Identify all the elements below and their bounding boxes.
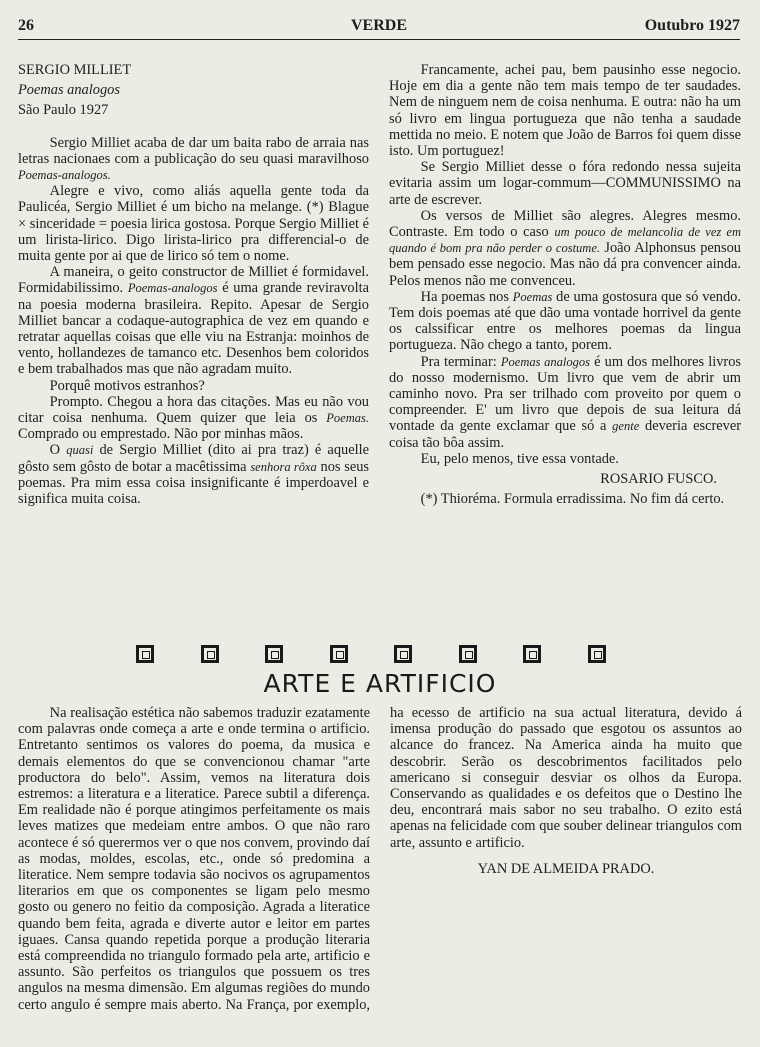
article-paragraph: Na realisação estética não sabemos traduzir ezatamente com palavras onde começa a arte e onde termina o artificio. Entretanto sentimos os valores do poema, da musica e demais elementos do que se convencionou chamar "arte productora do belo". Assim, vemos na literatura dois estremos: a literatura e a literatice. Parece subtil a diferença. Em realidade não é porque atingimos perfeitamente os mais leves matizes que medeiam entre ambos. O que não raro acontece é só querermos ver o que nos convem, provindo daí as modas, moldes, escolas, etc., onde só predomina a literatice. Nem sempre todavia são nocivos os agrupamentos literarios em que os componentes se ligam pelo mesmo gosto ou genero no feitio da composição. Agrada a literatice quando bem feita, agrada e diverte autor e leitor em partes iguaes. Cansa quando repetida porque a produção literaria está compreendida no triangulo formado pela arte, artificio e assunto. São perfeitos os triangulos que possuem os tres angulos na mesma dimensão. Em algumas regiões do mundo certo angulo é sempre mais aberto. Na França, por exemplo, ha ecesso de artificio na sua actual literatura, devido á imensa produção do passado que esgotou os assuntos ao alcance do francez. Na America ainda ha muito que descobrir. Serão os descobrimentos facilitados pelo americano si conseguir desviar os olhos da Europa. Conservando as qualidades e os defeitos que o Destino lhe deu, encontrará mais sabor no seu trabalho. O ezito está apenas na felicidade com que souber delinear triangulos com arte, assunto e artificio. xyxy=(18,705,742,1013)
article-title: ARTE E ARTIFICIO xyxy=(263,669,497,698)
review-book-title: Poemas analogos xyxy=(18,82,120,99)
ornament-row xyxy=(136,645,606,667)
article-body xyxy=(18,705,742,1023)
square-ornament-icon xyxy=(459,645,477,663)
page-number: 26 xyxy=(18,17,34,34)
review-paragraph: Sergio Milliet acaba de dar um baita rabo de arraia nas letras nacionaes com a publicação do seu quasi maravilhoso Poemas-analogos. xyxy=(18,134,369,183)
review-column-right xyxy=(389,62,741,507)
article-signature: YAN DE ALMEIDA PRADO. xyxy=(477,860,655,877)
square-ornament-icon xyxy=(394,645,412,663)
review-column-left xyxy=(18,62,369,507)
journal-title: VERDE xyxy=(350,17,407,34)
square-ornament-icon xyxy=(330,645,348,663)
review-paragraph: Pra terminar: Poemas analogos é um dos melhores livros do nosso modernismo. Um livro que vem de abrir um caminho novo. Pra ser trilhado com proveito por quem o compreender. E' um livro que depois de sua leitura dá vontade da gente exclamar que só a gente deveria escrever coisa tão bôa assim. xyxy=(389,353,742,451)
square-ornament-icon xyxy=(265,645,283,663)
review-paragraph: O quasi de Sergio Milliet (dito ai pra traz) é aquelle gôsto sem gôsto de botar a macêtissima senhora rôxa nos seus poemas. Pra mim essa coisa insignificante é imperdoavel e significa muita coisa. xyxy=(18,442,369,508)
review-paragraph: A maneira, o geito constructor de Milliet é formidavel. Formidabilissimo. Poemas-analogos é uma grande reviravolta na poesia moderna brasileira. Repito. Apesar de Sergio Milliet bancar a codaque-autographica de vez em quando e retratar aquellas coisas que elle viu na Estranja: moinhos de vento, hollandezes de tamanco etc. Desenhos bem coloridos e bem trabalhados mas que não agradam muito. xyxy=(18,264,369,378)
square-ornament-icon xyxy=(588,645,606,663)
review-paragraph: Porquê motivos estranhos? xyxy=(49,377,205,394)
page-header xyxy=(18,17,740,40)
square-ornament-icon xyxy=(523,645,541,663)
square-ornament-icon xyxy=(136,645,154,663)
review-paragraph: Ha poemas nos Poemas de uma gostosura que só vendo. Tem dois poemas até que dão uma vontade horrivel da gente os calssificar entre os melhores poemas da lingua portugueza. Não chego a tanto, porem. xyxy=(389,288,741,354)
review-paragraph: Prompto. Chegou a hora das citações. Mas eu não vou citar coisa nenhuma. Quem quizer que leia os Poemas. Comprado ou emprestado. Não por minhas mãos. xyxy=(18,393,369,443)
review-author: SERGIO MILLIET xyxy=(18,62,132,78)
review-paragraph: Se Sergio Milliet desse o fóra redondo nessa sujeita evitaria assim um logar-commum—COMMUNISSIMO na arte de escrever. xyxy=(389,159,741,208)
review-paragraph: Francamente, achei pau, bem pausinho esse negocio. Hoje em dia a gente não tem mais tempo de ter saudades. Nem de ninguem nem de coisa nenhuma. E outra: não ha um só livro em lingua portugueza que não tenha a saudade mettida no meio. E notem que João de Barros foi quem disse isto. Um portuguez! xyxy=(389,62,741,160)
issue-date: Outubro 1927 xyxy=(644,17,740,34)
review-signature: ROSARIO FUSCO. xyxy=(600,471,717,488)
review-paragraph: Os versos de Milliet são alegres. Alegres mesmo. Contraste. Em todo o caso um pouco de melancolia de vez em quando é bom pra não perder o costume. João Alphonsus pensou bem pensado esse negocio. Mas não dá pra convencer ainda. Pelos menos não me convenceu. xyxy=(389,207,741,289)
review-place-year: São Paulo 1927 xyxy=(18,102,109,119)
review-paragraph: Eu, pelo menos, tive essa vontade. xyxy=(420,450,619,467)
review-paragraph: Alegre e vivo, como aliás aquella gente toda da Paulicéa, Sergio Milliet é um bicho na melange. (*) Blague × sinceridade = poesia lirica gostosa. Porque Sergio Milliet é um lirista-lirico. Digo lirista-lirico pra differencial-o de muita gente por ai que de lirico só tem o nome. xyxy=(18,183,369,265)
review-footnote: (*) Thioréma. Formula erradissima. No fim dá certo. xyxy=(420,491,725,508)
square-ornament-icon xyxy=(201,645,219,663)
